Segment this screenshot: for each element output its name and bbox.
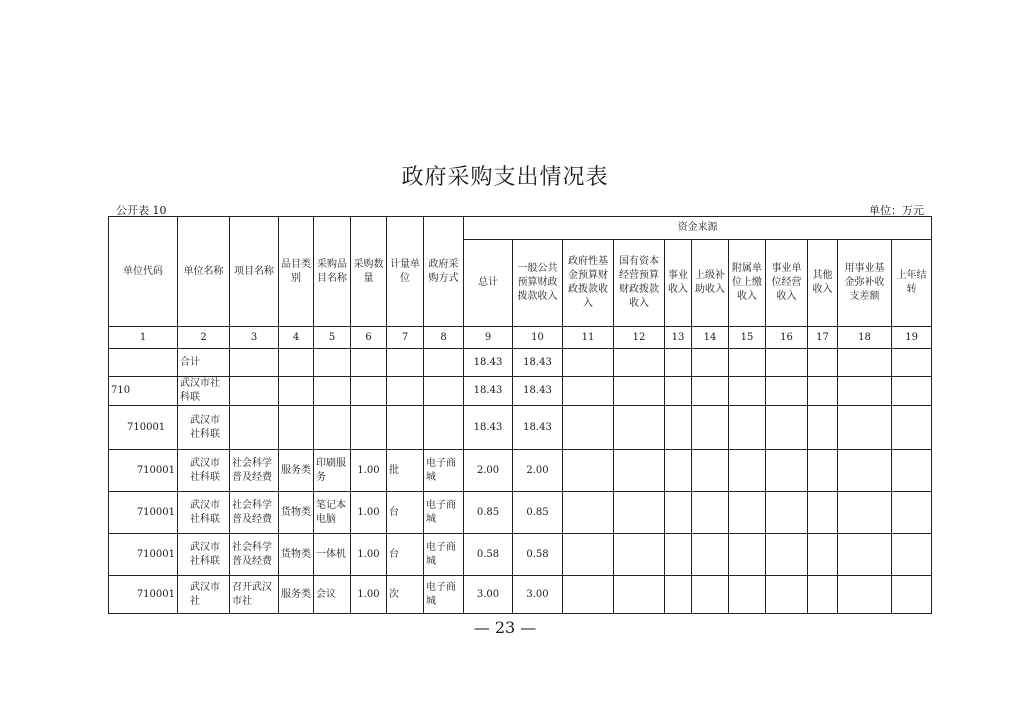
cell-unit-code: 710001: [109, 576, 178, 614]
cell-empty: [766, 377, 808, 406]
cell-quantity: 1.00: [351, 534, 387, 576]
cell-unit-code: 710001: [109, 450, 178, 492]
cell-empty: [766, 576, 808, 614]
column-number: 6: [351, 327, 387, 349]
cell-procurement-method: [424, 349, 464, 377]
cell-unit-name: 合计: [178, 349, 230, 377]
cell-item-category: [279, 377, 314, 406]
cell-unit-code: [109, 349, 178, 377]
cell-general-budget: 18.43: [513, 377, 563, 406]
cell-measure-unit: 批: [387, 450, 424, 492]
cell-procurement-method: 电子商城: [424, 534, 464, 576]
cell-general-budget: 3.00: [513, 576, 563, 614]
cell-empty: [892, 349, 932, 377]
cell-general-budget: 18.43: [513, 349, 563, 377]
cell-empty: [614, 492, 665, 534]
cell-empty: [614, 576, 665, 614]
cell-project-name: [230, 377, 279, 406]
header-operating-income: 事业单位经营收入: [766, 240, 808, 327]
cell-empty: [665, 377, 692, 406]
table-row: [109, 492, 932, 534]
cell-project-name: 社会科学普及经费: [230, 450, 279, 492]
cell-purchase-item: 印刷服务: [314, 450, 351, 492]
column-number: 1: [109, 327, 178, 349]
table-number: 公开表 10: [116, 204, 167, 217]
table-row: [109, 534, 932, 576]
header-fund-balance: 用事业基金弥补收支差额: [838, 240, 892, 327]
cell-empty: [692, 349, 729, 377]
cell-general-budget: 2.00: [513, 450, 563, 492]
cell-empty: [808, 492, 838, 534]
cell-empty: [838, 534, 892, 576]
column-number: 15: [729, 327, 766, 349]
column-number: 13: [665, 327, 692, 349]
column-number-row: [109, 327, 932, 349]
cell-empty: [838, 450, 892, 492]
cell-project-name: 召开武汉市社: [230, 576, 279, 614]
header-general-budget: 一般公共预算财政拨款收入: [513, 240, 563, 327]
cell-item-category: 货物类: [279, 492, 314, 534]
page-title: 政府采购支出情况表: [401, 165, 609, 190]
cell-procurement-method: 电子商城: [424, 450, 464, 492]
cell-empty: [838, 576, 892, 614]
cell-empty: [808, 406, 838, 450]
cell-empty: [665, 406, 692, 450]
header-superior-subsidy: 上级补助收入: [692, 240, 729, 327]
header-procurement-method: 政府采购方式: [424, 217, 464, 327]
cell-unit-name: 武汉市社科联: [178, 450, 230, 492]
cell-empty: [808, 534, 838, 576]
column-number: 18: [838, 327, 892, 349]
cell-item-category: [279, 349, 314, 377]
cell-general-budget: 18.43: [513, 406, 563, 450]
cell-empty: [563, 349, 614, 377]
cell-quantity: [351, 377, 387, 406]
cell-quantity: [351, 349, 387, 377]
column-number: 17: [808, 327, 838, 349]
cell-measure-unit: [387, 377, 424, 406]
column-number: 11: [563, 327, 614, 349]
cell-project-name: [230, 349, 279, 377]
header-project-name: 项目名称: [230, 217, 279, 327]
header-business-income: 事业收入: [665, 240, 692, 327]
cell-quantity: 1.00: [351, 576, 387, 614]
cell-empty: [665, 576, 692, 614]
cell-empty: [729, 450, 766, 492]
cell-total: 0.58: [464, 534, 513, 576]
header-total: 总计: [464, 240, 513, 327]
procurement-table: [108, 216, 932, 614]
cell-purchase-item: [314, 406, 351, 450]
cell-empty: [838, 406, 892, 450]
cell-empty: [766, 534, 808, 576]
cell-item-category: 服务类: [279, 450, 314, 492]
cell-purchase-item: 笔记本电脑: [314, 492, 351, 534]
table-row: [109, 349, 932, 377]
cell-empty: [729, 349, 766, 377]
cell-procurement-method: 电子商城: [424, 492, 464, 534]
cell-purchase-item: 一体机: [314, 534, 351, 576]
cell-empty: [692, 450, 729, 492]
cell-empty: [665, 492, 692, 534]
column-number: 16: [766, 327, 808, 349]
cell-empty: [892, 406, 932, 450]
column-number: 8: [424, 327, 464, 349]
cell-measure-unit: 次: [387, 576, 424, 614]
cell-empty: [729, 576, 766, 614]
header-affiliated-income: 附属单位上缴收入: [729, 240, 766, 327]
page-number: — 23 —: [473, 618, 537, 637]
cell-empty: [614, 534, 665, 576]
table-row: [109, 406, 932, 450]
cell-purchase-item: [314, 349, 351, 377]
cell-general-budget: 0.85: [513, 492, 563, 534]
header-quantity: 采购数量: [351, 217, 387, 327]
table-row: [109, 377, 932, 406]
cell-total: 18.43: [464, 349, 513, 377]
cell-project-name: 社会科学普及经费: [230, 492, 279, 534]
column-number: 4: [279, 327, 314, 349]
header-purchase-item: 采购品目名称: [314, 217, 351, 327]
cell-measure-unit: [387, 349, 424, 377]
unit-label: 单位：万元: [869, 204, 924, 217]
cell-empty: [563, 406, 614, 450]
cell-measure-unit: 台: [387, 534, 424, 576]
cell-empty: [614, 406, 665, 450]
cell-empty: [892, 377, 932, 406]
cell-empty: [892, 576, 932, 614]
header-state-capital: 国有资本经营预算财政拨款收入: [614, 240, 665, 327]
cell-empty: [729, 534, 766, 576]
column-number: 12: [614, 327, 665, 349]
column-number: 9: [464, 327, 513, 349]
cell-empty: [692, 534, 729, 576]
cell-general-budget: 0.58: [513, 534, 563, 576]
cell-empty: [692, 576, 729, 614]
cell-empty: [808, 576, 838, 614]
cell-empty: [766, 406, 808, 450]
cell-measure-unit: 台: [387, 492, 424, 534]
header-gov-fund: 政府性基金预算财政拨款收入: [563, 240, 614, 327]
cell-empty: [766, 349, 808, 377]
table-body: [109, 349, 932, 614]
cell-project-name: 社会科学普及经费: [230, 534, 279, 576]
cell-unit-code: 710: [109, 377, 178, 406]
header-unit-name: 单位名称: [178, 217, 230, 327]
column-number: 5: [314, 327, 351, 349]
cell-purchase-item: 会议: [314, 576, 351, 614]
header-item-category: 品目类别: [279, 217, 314, 327]
cell-quantity: 1.00: [351, 492, 387, 534]
cell-empty: [808, 450, 838, 492]
cell-empty: [892, 492, 932, 534]
cell-empty: [892, 450, 932, 492]
cell-empty: [614, 450, 665, 492]
cell-total: 0.85: [464, 492, 513, 534]
table-row: [109, 450, 932, 492]
cell-empty: [563, 534, 614, 576]
cell-empty: [729, 406, 766, 450]
cell-item-category: 服务类: [279, 576, 314, 614]
cell-empty: [892, 534, 932, 576]
cell-unit-name: 武汉市社科联: [178, 377, 230, 406]
cell-empty: [665, 349, 692, 377]
cell-empty: [692, 406, 729, 450]
cell-empty: [665, 534, 692, 576]
cell-total: 3.00: [464, 576, 513, 614]
cell-empty: [614, 377, 665, 406]
cell-purchase-item: [314, 377, 351, 406]
column-number: 10: [513, 327, 563, 349]
cell-empty: [729, 492, 766, 534]
cell-item-category: [279, 406, 314, 450]
column-number: 3: [230, 327, 279, 349]
cell-empty: [838, 349, 892, 377]
column-number: 19: [892, 327, 932, 349]
header-unit-code: 单位代码: [109, 217, 178, 327]
column-number: 14: [692, 327, 729, 349]
cell-empty: [614, 349, 665, 377]
cell-item-category: 货物类: [279, 534, 314, 576]
cell-empty: [563, 576, 614, 614]
cell-empty: [729, 377, 766, 406]
cell-unit-code: 710001: [109, 406, 178, 450]
column-number: 7: [387, 327, 424, 349]
cell-empty: [692, 377, 729, 406]
cell-empty: [808, 377, 838, 406]
cell-empty: [838, 492, 892, 534]
cell-measure-unit: [387, 406, 424, 450]
table-header: [109, 217, 932, 349]
cell-empty: [563, 450, 614, 492]
header-other-income: 其他收入: [808, 240, 838, 327]
cell-quantity: 1.00: [351, 450, 387, 492]
cell-quantity: [351, 406, 387, 450]
cell-unit-code: 710001: [109, 534, 178, 576]
header-funding-source: 资金来源: [464, 217, 932, 240]
cell-empty: [766, 450, 808, 492]
cell-empty: [838, 377, 892, 406]
cell-procurement-method: [424, 406, 464, 450]
cell-procurement-method: 电子商城: [424, 576, 464, 614]
header-carryover: 上年结转: [892, 240, 932, 327]
column-number: 2: [178, 327, 230, 349]
cell-empty: [563, 492, 614, 534]
header-measure-unit: 计量单位: [387, 217, 424, 327]
cell-unit-name: 武汉市社: [178, 576, 230, 614]
cell-total: 18.43: [464, 377, 513, 406]
cell-empty: [563, 377, 614, 406]
cell-total: 2.00: [464, 450, 513, 492]
cell-empty: [766, 492, 808, 534]
cell-empty: [808, 349, 838, 377]
cell-unit-name: 武汉市社科联: [178, 534, 230, 576]
cell-unit-name: 武汉市社科联: [178, 406, 230, 450]
cell-unit-name: 武汉市社科联: [178, 492, 230, 534]
cell-total: 18.43: [464, 406, 513, 450]
cell-empty: [665, 450, 692, 492]
cell-unit-code: 710001: [109, 492, 178, 534]
table-row: [109, 576, 932, 614]
cell-project-name: [230, 406, 279, 450]
cell-procurement-method: [424, 377, 464, 406]
cell-empty: [692, 492, 729, 534]
